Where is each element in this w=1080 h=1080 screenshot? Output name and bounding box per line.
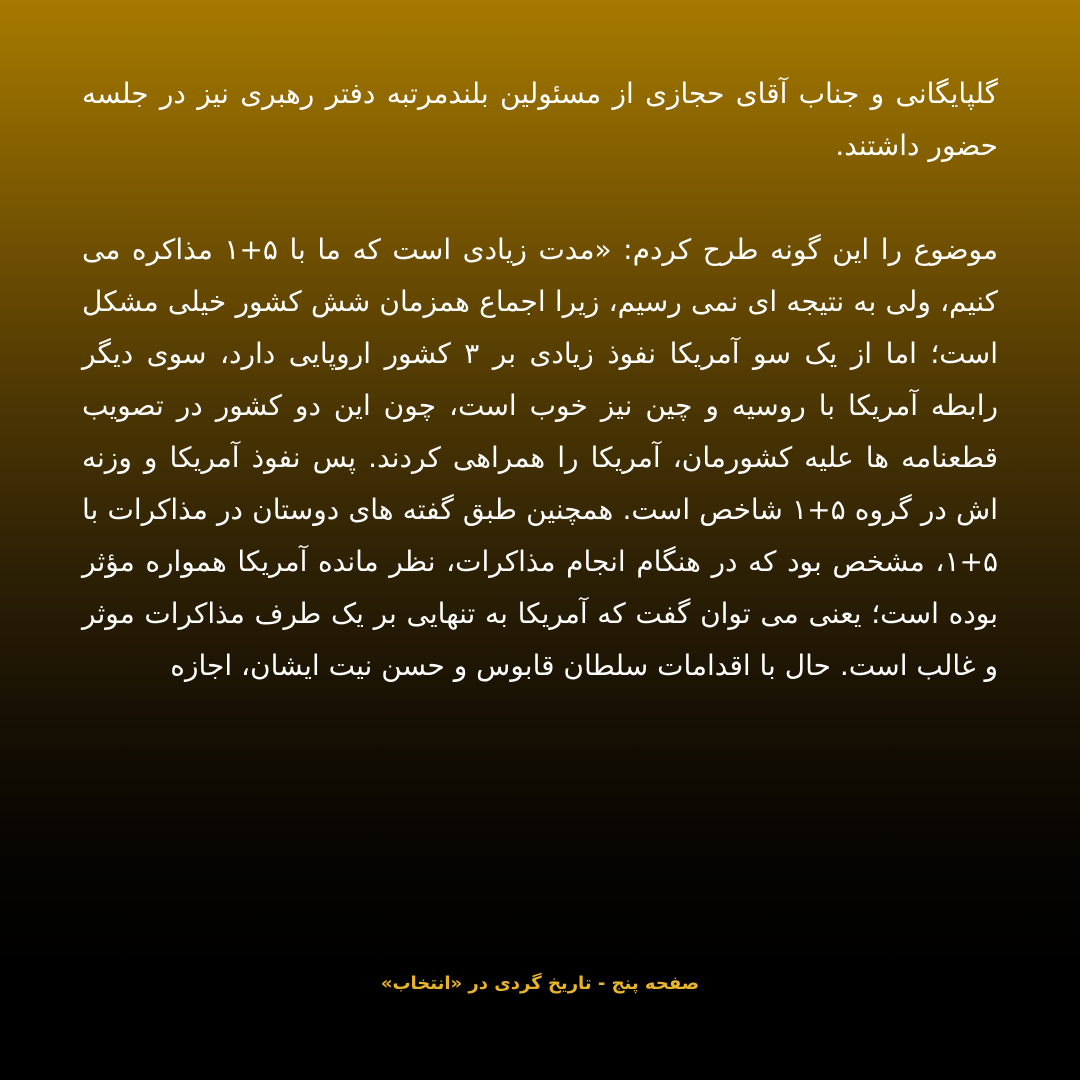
- paragraph-2: موضوع را این گونه طرح کردم: «مدت زیادی است که ما با ۵+۱ مذاکره می کنیم، ولی به نتیجه ای نمی رسیم، زیرا اجماع همزمان شش کشور خیلی مشکل است؛ اما از یک سو آمریکا نفوذ زیادی بر ۳ کشور اروپایی دارد، سوی دیگر رابطه آمریکا با روسیه و چین نیز خوب است، چون این دو کشور در تصویب قطعنامه ها علیه کشورمان، آمریکا را همراهی کردند. پس نفوذ آمریکا و وزنه اش در گروه ۵+۱ شاخص است. همچنین طبق گفته های دوستان در مذاکرات با ۵+۱، مشخص بود که در هنگام انجام مذاکرات، نظر مانده آمریکا همواره مؤثر بوده است؛ یعنی می توان گفت که آمریکا به تنهایی بر یک طرف مذاکرات موثر و غالب است. حال با اقدامات سلطان قابوس و حسن نیت ایشان، اجازه: [82, 233, 999, 682]
- paragraph-spacer: [82, 172, 998, 224]
- paragraph-1: گلپایگانی و جناب آقای حجازی از مسئولین بلندمرتبه دفتر رهبری نیز در جلسه حضور داشتند.: [82, 77, 998, 162]
- footer-caption: صفحه پنج - تاریخ گردی در «انتخاب»: [380, 973, 700, 994]
- article-body: [82, 68, 998, 692]
